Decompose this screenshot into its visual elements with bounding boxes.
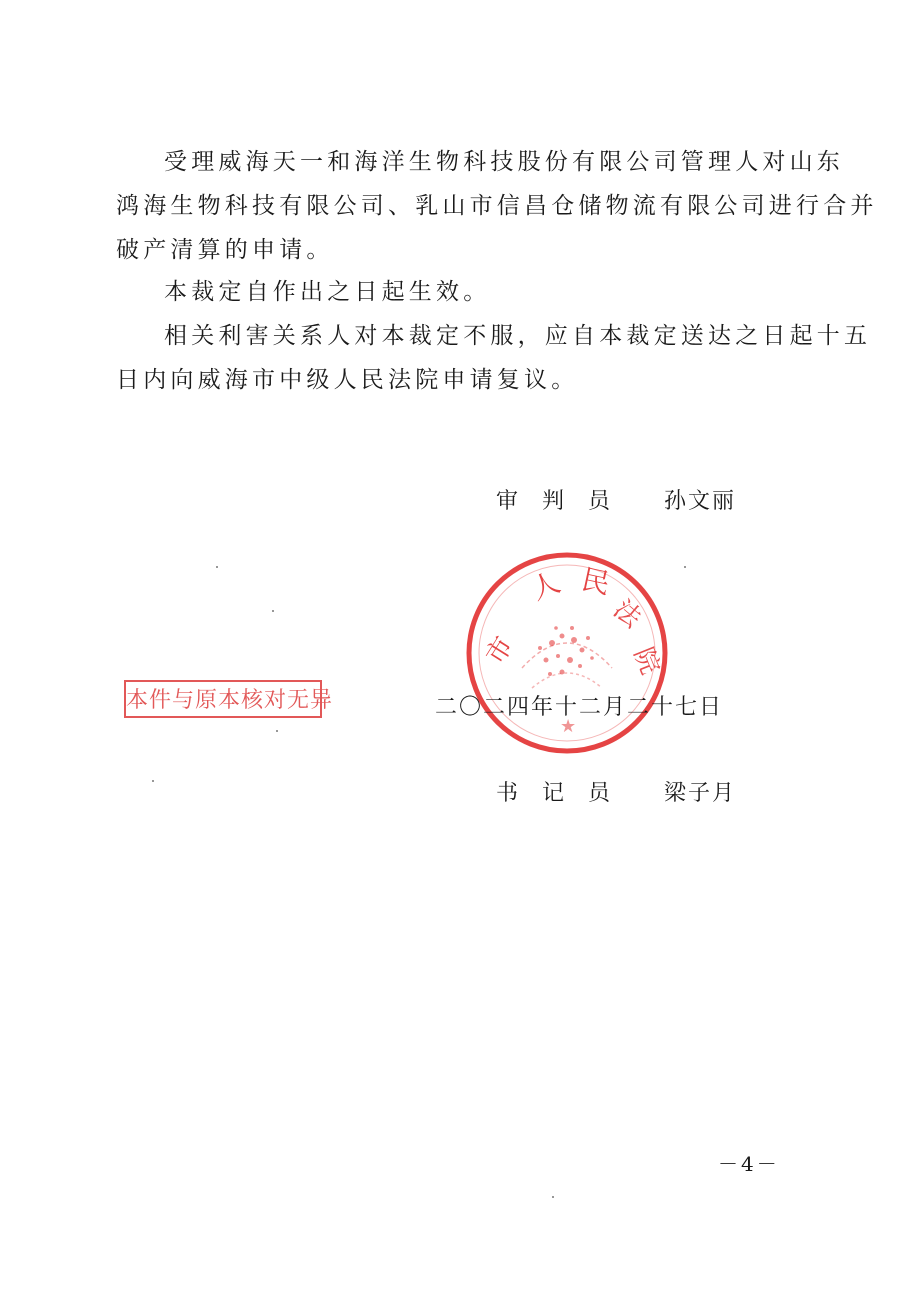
clerk-signature xyxy=(496,776,736,807)
paragraph-line: 本裁定自作出之日起生效。 xyxy=(164,279,491,305)
paragraph-line: 破产清算的申请。 xyxy=(116,237,334,263)
court-seal-icon xyxy=(462,548,672,758)
scan-speck xyxy=(272,610,274,612)
certified-copy-stamp: 本件与原本核对无异 xyxy=(124,680,322,718)
paragraph-review xyxy=(116,314,872,402)
svg-text:法: 法 xyxy=(607,594,647,635)
clerk-name: 梁子月 xyxy=(664,781,737,806)
paragraph-line: 相关利害关系人对本裁定不服，应自本裁定送达之日起十五 xyxy=(164,323,872,349)
svg-text:★: ★ xyxy=(560,716,577,737)
ruling-date: 二〇二四年十二月二十七日 xyxy=(435,695,724,720)
scan-speck xyxy=(552,1196,554,1198)
judge-name: 孙文丽 xyxy=(664,489,737,514)
scan-speck xyxy=(684,566,686,568)
paragraph-line: 日内向威海市中级人民法院申请复议。 xyxy=(116,367,579,393)
svg-text:院: 院 xyxy=(627,643,666,679)
paragraph-effective xyxy=(116,270,796,314)
paragraph-line: 鸿海生物科技有限公司、乳山市信昌仓储物流有限公司进行合并 xyxy=(116,193,878,219)
judge-signature xyxy=(496,484,736,515)
scan-speck xyxy=(152,780,154,782)
svg-text:市: 市 xyxy=(480,631,520,670)
clerk-role: 书记员 xyxy=(496,781,635,806)
scan-speck xyxy=(276,730,278,732)
svg-text:人: 人 xyxy=(526,565,565,607)
scan-speck xyxy=(216,566,218,568)
paragraph-acceptance xyxy=(116,140,878,272)
page-number: －4－ xyxy=(718,1152,780,1176)
svg-text:民: 民 xyxy=(578,562,613,601)
judge-role: 审判员 xyxy=(496,489,635,514)
paragraph-line: 受理威海天一和海洋生物科技股份有限公司管理人对山东 xyxy=(164,149,844,175)
